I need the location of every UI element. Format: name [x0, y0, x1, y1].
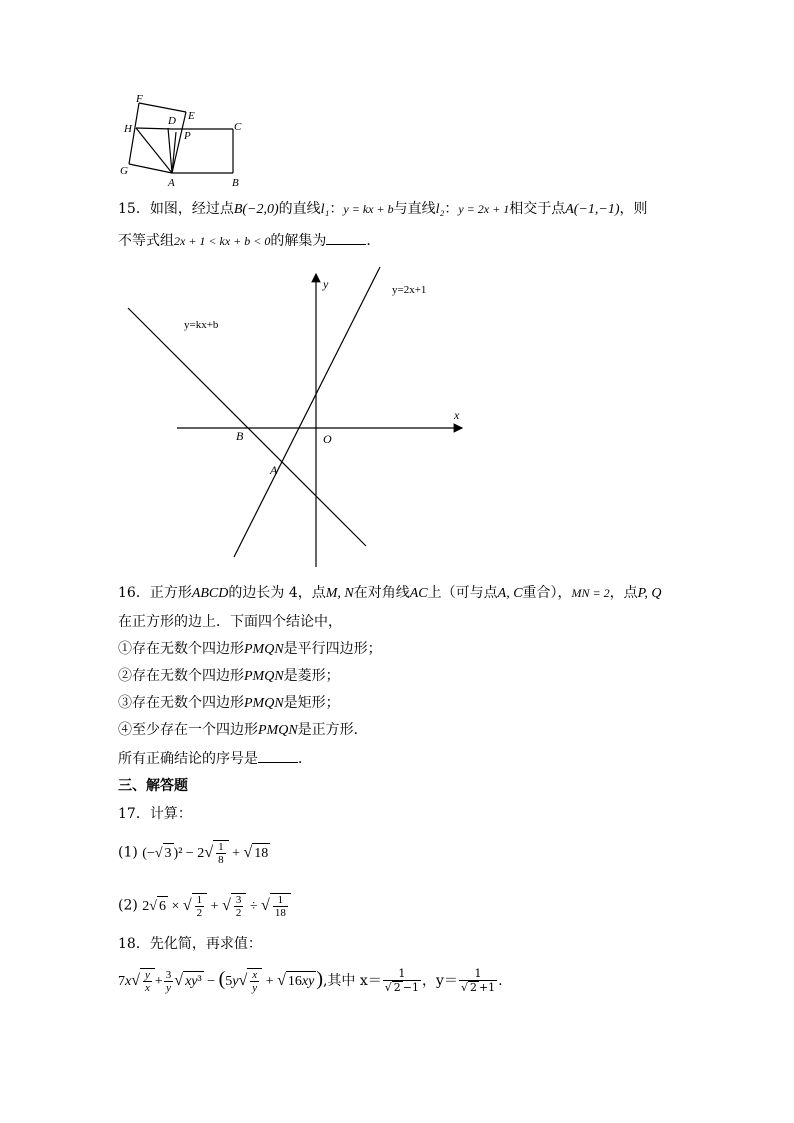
- expression-2: 2√ 6 × √ $\frac{1}{2}$ + √ $\frac{3}{2}$ ÷ √ $\frac{1}{18}$: [142, 899, 291, 914]
- label-a: A: [168, 177, 175, 189]
- label-g: G: [120, 165, 128, 177]
- q16-item-pre: ③存在无数个四边形: [118, 695, 244, 711]
- point-b-label: B: [236, 429, 244, 443]
- q16-item-post: 是正方形．: [297, 722, 368, 738]
- q16-text: 上（可与点: [427, 585, 498, 601]
- line-l2: l₂: [435, 202, 445, 217]
- q15-text: 相交于点: [509, 201, 566, 217]
- part-label: (2): [118, 897, 138, 914]
- geometry-figure-q14: [112, 92, 252, 192]
- quad-pmqn: PMQN: [258, 723, 298, 738]
- q16-item-3: [118, 693, 340, 714]
- q18-expression-line: [118, 968, 503, 994]
- origin-label: O: [323, 432, 332, 446]
- q16-item-pre: ④至少存在一个四边形: [118, 722, 258, 738]
- q16-item-post: 是平行四边形；: [283, 641, 382, 657]
- q16-answer-line: [118, 748, 312, 769]
- q15-text: 如图，经过点: [149, 201, 234, 217]
- x-value: $\frac{1}{√ 2 -1}$: [384, 967, 420, 994]
- label-y-kx-b: y=kx+b: [184, 319, 219, 331]
- point-a-label: A: [270, 463, 278, 477]
- quad-pmqn: PMQN: [244, 696, 284, 711]
- point-b: B(−2,0): [233, 202, 279, 217]
- q18-text: ,其中 x＝: [322, 973, 382, 989]
- q16-item-2: [118, 666, 340, 687]
- x-axis-label: x: [454, 408, 460, 422]
- line-l1: l₁: [320, 202, 330, 217]
- label-d: D: [168, 115, 176, 127]
- q16-item-post: 是矩形；: [283, 695, 340, 711]
- line-2x-1: [234, 267, 380, 557]
- q16-text: 16．正方形: [118, 585, 192, 601]
- q15-text: 的解集为: [270, 233, 327, 249]
- y-value: $\frac{1}{√ 2 +1}$: [460, 967, 496, 994]
- q15-line2: [118, 230, 380, 251]
- q18-text: .: [498, 973, 503, 989]
- q16-item-pre: ②存在无数个四边形: [118, 668, 244, 684]
- q16-item-post: 是菱形；: [283, 668, 340, 684]
- q17-part2: [118, 893, 291, 919]
- q16-text: 在正方形的边上．下面四个结论中，: [118, 614, 342, 630]
- q16-line1: [118, 583, 662, 604]
- q16-item-pre: ①存在无数个四边形: [118, 641, 244, 657]
- graph-q15: [120, 262, 470, 572]
- section-heading: 三、解答题: [118, 778, 188, 794]
- q16-text: 重合），: [522, 585, 572, 601]
- quad-pmqn: PMQN: [244, 669, 284, 684]
- label-p: P: [184, 130, 191, 142]
- q15-text: 与直线: [393, 201, 436, 217]
- mn-length: MN = 2: [571, 586, 610, 600]
- q16-line2: [118, 612, 342, 632]
- q16-item-1: [118, 639, 382, 660]
- equation-l1: y = kx + b: [343, 202, 394, 216]
- point-a: A(−1,−1): [565, 202, 620, 217]
- q15-text: ：: [444, 201, 459, 217]
- q16-text: 所有正确结论的序号是: [118, 751, 258, 767]
- q16-text: ，点: [609, 585, 638, 601]
- label-b: B: [232, 177, 239, 189]
- q15-line1: [118, 199, 648, 220]
- inequality: 2x + 1 < kx + b < 0: [174, 234, 271, 248]
- points-mn: M, N: [325, 586, 354, 601]
- points-pq: P, Q: [637, 586, 662, 601]
- points-ac: A, C: [497, 586, 523, 601]
- square-abcd: ABCD: [191, 586, 229, 601]
- q15-text: ，则: [619, 201, 648, 217]
- label-y-2x-1: y=2x+1: [392, 284, 427, 296]
- answer-blank: [258, 748, 298, 763]
- label-e: E: [188, 110, 195, 122]
- q16-item-4: [118, 720, 368, 741]
- label-c: C: [234, 121, 242, 133]
- q15-text: ．: [366, 233, 381, 249]
- diagonal-ac: AC: [409, 586, 428, 601]
- equation-l2: y = 2x + 1: [458, 202, 510, 216]
- q18-text: ，y＝: [422, 973, 458, 989]
- expression-q18: 7x√ $\frac{y}{x}$ + $\frac{3}{y}$ √ xy³ − (5y√ $\frac{x}{y}$ + √ 16xy ): [118, 968, 323, 995]
- expression-1: (−√ 3 )² − 2√ $\frac{1}{8}$ + √ 18: [142, 841, 269, 866]
- q18-title: 18．先化简，再求值：: [118, 936, 262, 952]
- q17-title: 17．计算：: [118, 806, 192, 822]
- part-label: (1): [118, 844, 138, 861]
- q15-number: 15．: [118, 201, 150, 217]
- y-axis-label: y: [323, 277, 329, 291]
- q15-text: 的直线: [278, 201, 321, 217]
- quad-pmqn: PMQN: [244, 642, 284, 657]
- q16-text: 在对角线: [353, 585, 410, 601]
- label-f: F: [136, 93, 143, 105]
- q16-text: 的边长为 4，点: [228, 585, 326, 601]
- label-h: H: [124, 123, 132, 135]
- q16-text: ．: [298, 751, 312, 767]
- q15-text: ：: [329, 201, 344, 217]
- answer-blank: [326, 230, 366, 245]
- q17-part1: [118, 840, 270, 866]
- line-kx-b: [128, 308, 366, 546]
- q15-text: 不等式组: [118, 233, 174, 249]
